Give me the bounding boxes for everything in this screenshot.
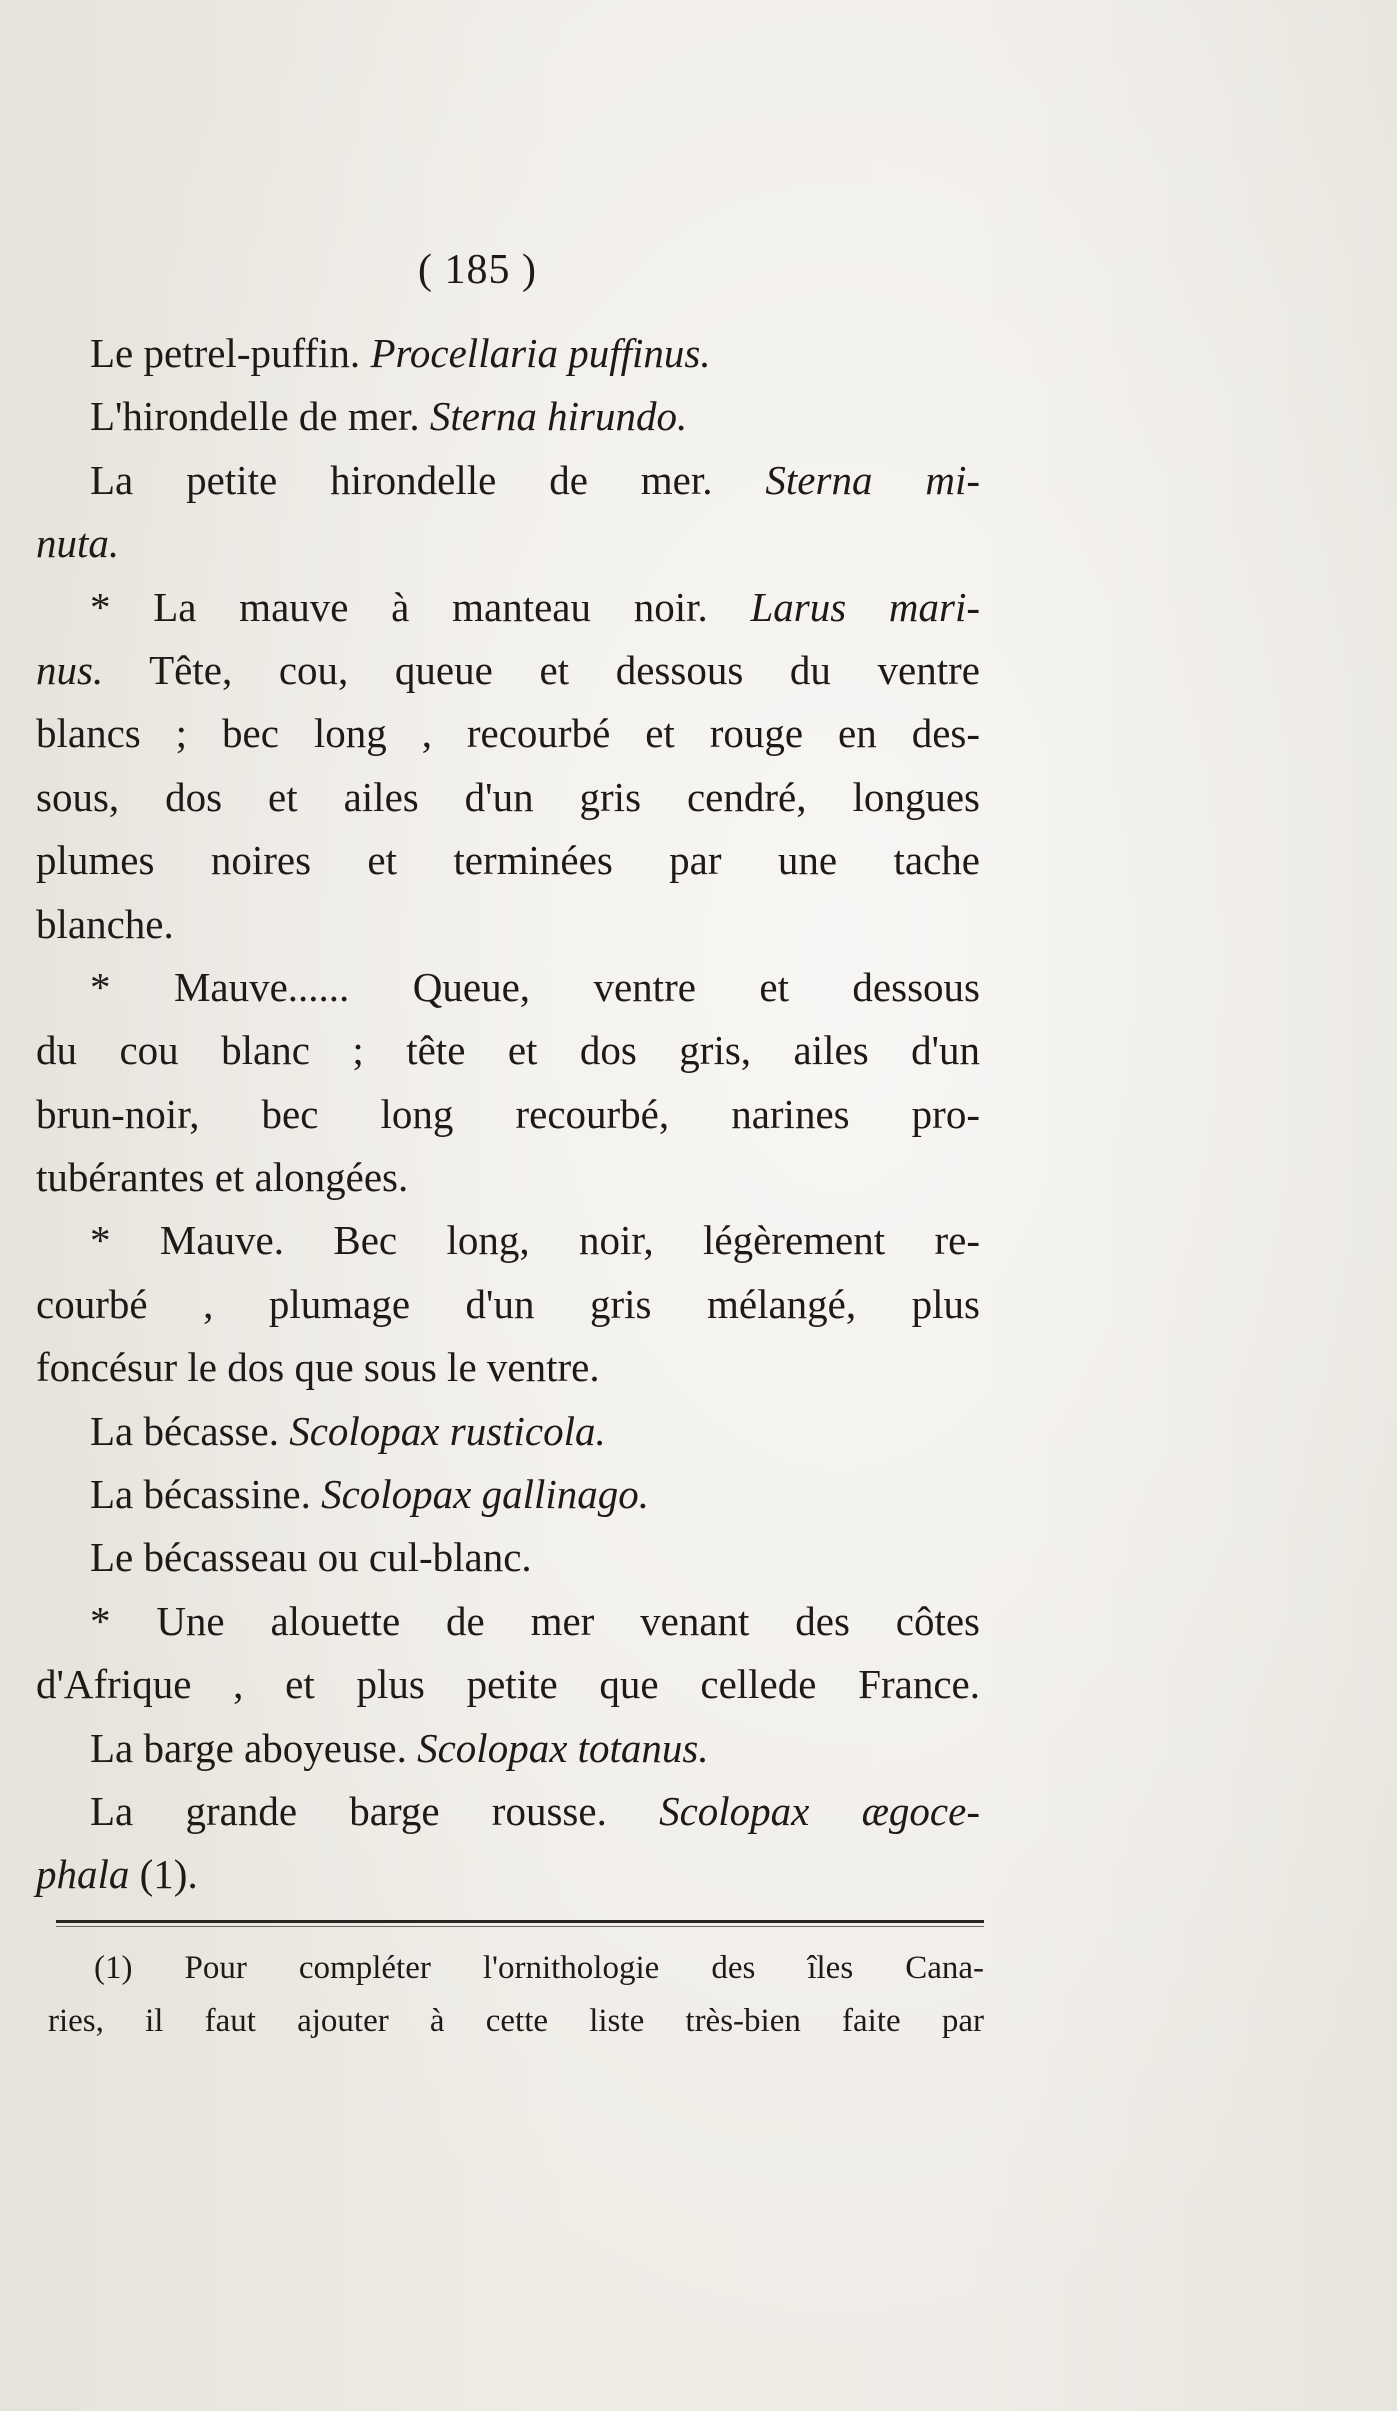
text-line-13: brun-noir, bec long recourbé, narines pro-: [36, 1090, 980, 1137]
text-line-18: La bécasse. Scolopax rusticola.: [90, 1407, 606, 1454]
text-line-6: nus. Tête, cou, queue et dessous du ventre: [36, 646, 980, 693]
text-line-19: La bécassine. Scolopax gallinago.: [90, 1471, 650, 1518]
footnote-line-1: (1) Pour compléter l'ornithologie des îles Cana-: [94, 1950, 984, 1986]
text-line-20: Le bécasseau ou cul-blanc.: [90, 1534, 532, 1581]
text-line-12: du cou blanc ; tête et dos gris, ailes d'un: [36, 1027, 980, 1074]
body-text: [36, 322, 980, 1907]
text-line-11: * Mauve...... Queue, ventre et dessous: [90, 963, 980, 1010]
text-line-14: tubérantes et alongées.: [36, 1154, 409, 1201]
text-line-15: * Mauve. Bec long, noir, légèrement re-: [90, 1217, 980, 1264]
footnote: [48, 1942, 984, 2048]
text-line-7: blancs ; bec long , recourbé et rouge en des-: [36, 710, 980, 757]
text-line-21: * Une alouette de mer venant des côtes: [90, 1597, 980, 1644]
text-line-10: blanche.: [36, 900, 174, 947]
text-line-24: La grande barge rousse. Scolopax ægoce-: [90, 1787, 980, 1834]
text-line-16: courbé , plumage d'un gris mélangé, plus: [36, 1280, 980, 1327]
page-number: ( 185 ): [418, 247, 537, 293]
text-line-17: foncésur le dos que sous le ventre.: [36, 1344, 600, 1391]
text-line-9: plumes noires et terminées par une tache: [36, 837, 980, 884]
text-line-1: Le petrel-puffin. Procellaria puffinus.: [90, 330, 711, 376]
footnote-divider: [56, 1920, 984, 1923]
text-line-3: La petite hirondelle de mer. Sterna mi-: [90, 456, 980, 503]
text-line-8: sous, dos et ailes d'un gris cendré, longues: [36, 773, 980, 820]
text-line-25: phala (1).: [36, 1851, 198, 1898]
text-line-2: L'hirondelle de mer. Sterna hirundo.: [90, 393, 688, 440]
footnote-divider-thin: [56, 1926, 984, 1927]
footnote-line-2: ries, il faut ajouter à cette liste très-bien faite par: [48, 2003, 984, 2039]
text-line-22: d'Afrique , et plus petite que cellede France.: [36, 1661, 980, 1708]
text-line-4: nuta.: [36, 520, 120, 567]
text-line-5: * La mauve à manteau noir. Larus mari-: [90, 583, 980, 630]
text-line-23: La barge aboyeuse. Scolopax totanus.: [90, 1724, 709, 1771]
